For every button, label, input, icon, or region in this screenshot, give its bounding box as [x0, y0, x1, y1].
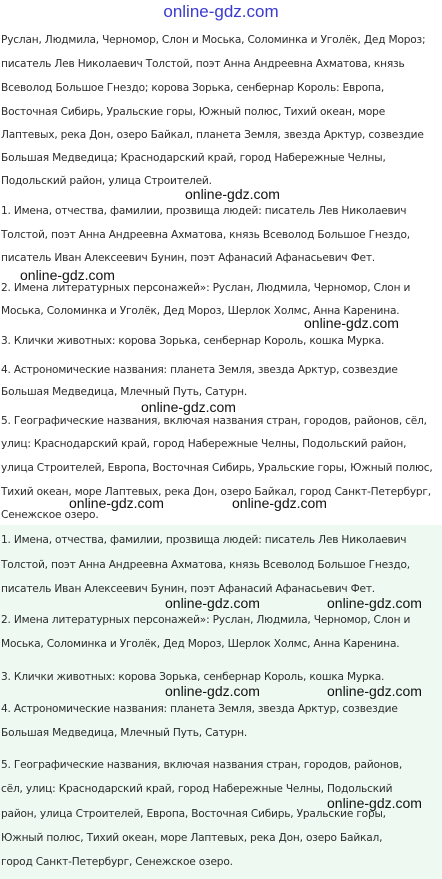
- text-line: писатель Лев Николаевич Толстой, поэт Анна Андреевна Ахматова, князь: [1, 58, 405, 70]
- text-line: город Санкт-Петербург, Сенежское озеро.: [1, 856, 233, 868]
- text-line: 2. Имена литературных персонажей»: Руслан, Людмила, Черномор, Слон и: [1, 282, 411, 294]
- text-line: 1. Имена, отчества, фамилии, прозвища людей: писатель Лев Николаевич: [1, 534, 407, 546]
- text-line: Большая Медведица, Млечный Путь, Сатурн.: [1, 386, 248, 398]
- watermark: online-gdz.com: [69, 495, 164, 511]
- text-line: Лаптевых, река Дон, озеро Байкал, планета Земля, звезда Арктур, созвездие: [1, 129, 424, 141]
- text-line: 4. Астрономические названия: планета Земля, звезда Арктур, созвездие: [1, 703, 398, 715]
- text-line: Руслан, Людмила, Черномор, Слон и Моська, Соломинка и Уголёк, Дед Мороз;: [1, 34, 426, 46]
- text-line: улица Строителей, Европа, Восточная Сибирь, Уральские горы, Южный полюс,: [1, 462, 433, 474]
- text-line: 1. Имена, отчества, фамилии, прозвища людей: писатель Лев Николаевич: [1, 205, 407, 217]
- text-line: Моська, Соломинка и Уголёк, Дед Мороз, Шерлок Холмс, Анна Каренина.: [1, 638, 400, 650]
- text-line: район, улица Строителей, Европа, Восточная Сибирь, Уральские горы,: [1, 808, 386, 820]
- text-line: 3. Клички животных: корова Зорька, сенбернар Король, кошка Мурка.: [1, 671, 385, 683]
- watermark: online-gdz.com: [141, 399, 236, 415]
- watermark: online-gdz.com: [185, 186, 280, 202]
- text-line: писатель Иван Алексеевич Бунин, поэт Афанасий Афанасьевич Фет.: [1, 583, 375, 595]
- text-line: Сенежское озеро.: [1, 509, 99, 521]
- watermark: online-gdz.com: [20, 267, 115, 283]
- text-line: Моська, Соломинка и Уголёк, Дед Мороз, Шерлок Холмс, Анна Каренина.: [1, 305, 400, 317]
- site-title: online-gdz.com: [163, 2, 279, 21]
- text-line: сёл, улиц: Краснодарский край, город Набережные Челны, Подольский: [1, 783, 393, 795]
- text-line: 5. Географические названия, включая названия стран, городов, районов,: [1, 759, 403, 771]
- text-line: 5. Географические названия, включая названия стран, городов, районов, сёл,: [1, 415, 427, 427]
- watermark: online-gdz.com: [327, 795, 422, 811]
- text-line: 3. Клички животных: корова Зорька, сенбернар Король, кошка Мурка.: [1, 335, 385, 347]
- text-line: писатель Иван Алексеевич Бунин, поэт Афанасий Афанасьевич Фет.: [1, 252, 375, 264]
- text-line: Большая Медведица, Млечный Путь, Сатурн.: [1, 727, 248, 739]
- watermark: online-gdz.com: [327, 683, 422, 699]
- text-line: улиц: Краснодарский край, город Набережные Челны, Подольский район,: [1, 438, 407, 450]
- watermark: online-gdz.com: [165, 683, 260, 699]
- text-line: Восточная Сибирь, Уральские горы, Южный полюс, Тихий океан, море: [1, 106, 386, 118]
- text-line: 2. Имена литературных персонажей»: Руслан, Людмила, Черномор, Слон и: [1, 614, 411, 626]
- text-line: Подольский район, улица Строителей.: [1, 175, 212, 187]
- text-line: Тихий океан, море Лаптевых, река Дон, озеро Байкал, город Санкт-Петербург,: [1, 486, 431, 498]
- text-line: Толстой, поэт Анна Андреевна Ахматова, князь Всеволод Большое Гнездо,: [1, 229, 410, 241]
- watermark: online-gdz.com: [327, 595, 422, 611]
- text-line: Всеволод Большое Гнездо; корова Зорька, сенбернар Король: Европа,: [1, 82, 385, 94]
- text-line: Южный полюс, Тихий океан, море Лаптевых, река Дон, озеро Байкал,: [1, 832, 383, 844]
- watermark: online-gdz.com: [304, 315, 399, 331]
- bottom-text-block: [0, 525, 442, 879]
- text-line: 4. Астрономические названия: планета Земля, звезда Арктур, созвездие: [1, 364, 398, 376]
- watermark: online-gdz.com: [165, 595, 260, 611]
- text-line: Большая Медведица; Краснодарский край, город Набережные Челны,: [1, 152, 386, 164]
- watermark: online-gdz.com: [232, 495, 327, 511]
- text-line: Толстой, поэт Анна Андреевна Ахматова, князь Всеволод Большое Гнездо,: [1, 559, 410, 571]
